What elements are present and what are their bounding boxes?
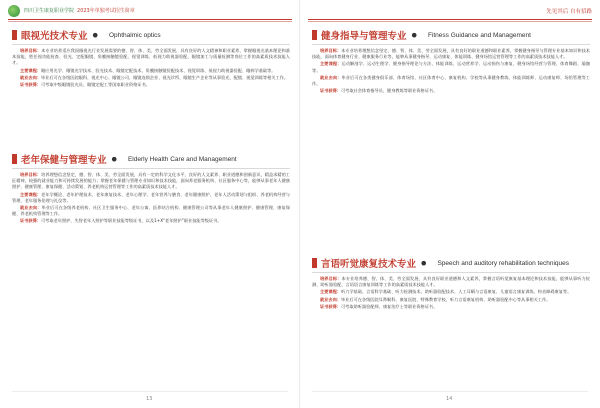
section-marker — [12, 30, 17, 40]
section-title-en: Elderly Health Care and Management — [127, 155, 237, 163]
title-separator: • — [419, 253, 429, 273]
paragraph-label: 主要课程： — [320, 289, 341, 295]
section-title-cn: 言语听觉康复技术专业 — [321, 259, 417, 270]
footer-rule — [12, 391, 288, 392]
paragraph-label: 证书获得： — [320, 88, 341, 94]
right-page — [300, 0, 600, 408]
paragraph-text: 本专业培养适应我国眼视光行业发展需要的德、智、体、美、劳全面发展，具有良好的人文精神和职业素养，掌握眼视光基本理论和基本技能，胜任视功能检查、验光、定配眼镜、角膜接触镜验配、视觉训练、低视力助视器验配、眼镜加工与质量检测等岗位工作的高素质技术技能人才。 — [12, 48, 290, 66]
paragraph-label: 主要课程： — [20, 67, 41, 73]
paragraph-text: 毕业后可在各级医院耳鼻喉科、康复医院、特殊教育学校、听力言语康复机构、助听器验配中心等从事相关工作。 — [340, 296, 551, 302]
paragraph-courses — [12, 192, 290, 204]
section-ophthalmic-optics — [12, 25, 290, 89]
school-sub-text: 2023年单独考试招生简章 — [77, 8, 135, 14]
section-marker — [312, 258, 317, 268]
section-elderly-care — [12, 149, 290, 226]
paragraph-label: 培养目标： — [320, 276, 342, 281]
footer-rule — [312, 391, 588, 392]
section-rule — [12, 44, 290, 45]
section-title — [312, 253, 590, 273]
paragraph-courses — [12, 68, 290, 74]
paragraph-label: 培养目标： — [20, 172, 42, 177]
paragraph-label: 培养目标： — [20, 48, 42, 53]
paragraph-goal — [312, 276, 590, 288]
paragraph-label: 主要课程： — [20, 191, 42, 197]
paragraph-text: 听力学基础、言语科学基础、听力检测技术、助听器验配技术、人工耳蜗与言语康复、儿童语言康复训练、构音障碍康复等。 — [340, 289, 572, 295]
paragraph-text: 可考取社会体育指导员、健身教练等职业资格证书。 — [340, 88, 438, 94]
paragraph-label: 就业去向： — [320, 74, 342, 80]
paragraph-label: 证书获得： — [20, 82, 41, 88]
paragraph-goal — [12, 48, 290, 67]
section-marker — [312, 30, 317, 40]
paragraph-text: 本专业培养德、智、体、美、劳全面发展，具有良好职业道德和人文素养，掌握言语听觉康复基本理论和技术技能，能够从事听力检测、助听器验配、言语语言康复训练等工作的高素质技术技能人才。 — [312, 276, 590, 288]
section-title-cn: 眼视光技术专业 — [21, 31, 88, 42]
header-rule-secondary — [8, 21, 292, 22]
paragraph-certificates — [312, 88, 590, 94]
paragraph-text: 毕业后可在各级医院眼科、视光中心、眼镜公司、眼镜连锁企业、视光诊所、眼镜生产企业等从事验光、配镜、视觉训练等相关工作。 — [40, 74, 289, 80]
paragraph-label: 证书获得： — [320, 303, 341, 309]
paragraph-label: 证书获得： — [20, 218, 41, 224]
paragraph-text: 可考取老年照护、失智老年人照护等职业技能等级证书，以及1+X“老年照护”职业技能等级证书。 — [40, 218, 222, 224]
header-rule-secondary — [308, 21, 592, 22]
section-rule — [312, 44, 590, 45]
section-marker — [12, 154, 17, 164]
section-title-en: Speech and auditory rehabilitation techniques — [437, 259, 569, 267]
page-header — [0, 4, 300, 18]
paragraph-certificates — [312, 304, 590, 310]
paragraph-goal — [312, 48, 590, 60]
section-title-cn: 老年保健与管理专业 — [21, 155, 107, 166]
page-number: 13 — [146, 396, 153, 402]
paragraph-text: 培养理想信念坚定，德、智、体、美、劳全面发展，具有一定的科学文化水平，良好的人文素养、职业道德和创新意识，精益求精的工匠精神，较强的就业能力和可持续发展的能力；掌握老年保健与管理专业知识和技术技能，面向养老服务机构、社区服务中心等，能够从事老年人健康照护、健康管理、康复保健、活动策划、养老机构运营管理等工作的高素质技术技能人才。 — [12, 172, 290, 190]
section-title — [312, 25, 590, 45]
section-title-en: Ophthalmic optics — [108, 31, 161, 39]
paragraph-label: 就业去向： — [20, 74, 41, 80]
section-title-en: Fitness Guidance and Management — [427, 31, 531, 39]
title-separator: • — [109, 149, 119, 169]
paragraph-text: 运动解剖学、运动生理学、健身指导理论与方法、体能训练、运动营养学、运动损伤与康复、健身场馆经营与管理、体育舞蹈、瑜伽等。 — [312, 61, 590, 73]
paragraph-certificates — [12, 82, 290, 88]
page-header — [300, 4, 600, 18]
paragraph-text: 可考取助听器验配师、康复治疗士等职业资格证书。 — [340, 303, 438, 309]
section-fitness-guidance — [312, 25, 590, 95]
section-title — [12, 149, 290, 169]
paragraph-goal — [12, 172, 290, 191]
paragraph-employment — [12, 205, 290, 217]
paragraph-text: 可考取中级眼镜验光员、眼镜定配工等国家职业资格证书。 — [40, 82, 150, 88]
page-number: 14 — [446, 396, 453, 402]
title-separator: • — [409, 25, 419, 45]
header-slogan: 先见其后 自有招路 — [546, 9, 592, 15]
school-logo-icon — [8, 5, 20, 17]
school-name-text: 四川卫生康复职业学院 — [24, 8, 75, 14]
paragraph-certificates — [12, 218, 290, 224]
section-rule — [312, 272, 590, 273]
section-rule — [12, 168, 290, 169]
header-rule — [308, 19, 592, 20]
paragraph-label: 就业去向： — [20, 205, 42, 211]
paragraph-label: 就业去向： — [320, 296, 341, 302]
paragraph-courses — [312, 289, 590, 295]
paragraph-courses — [312, 61, 590, 73]
paragraph-label: 培养目标： — [320, 48, 342, 53]
paragraph-employment — [12, 75, 290, 81]
paragraph-employment — [312, 75, 590, 87]
paragraph-text: 毕业后可在各级养老机构、社区卫生服务中心、老年公寓、医养结合机构、健康管理公司等从事老年人健康照护、健康管理、康复保健、养老机构管理等工作。 — [12, 205, 290, 217]
section-title-cn: 健身指导与管理专业 — [321, 31, 407, 42]
paragraph-text: 老年学概论、老年护理技术、老年康复技术、老年心理学、老年营养与膳食、老年健康照护、老年人活动策划与组织、养老机构经营与管理、老年服务伦理与礼仪等。 — [12, 191, 290, 203]
section-speech-auditory-rehab — [312, 253, 590, 311]
school-name — [24, 7, 135, 14]
paragraph-text: 本专业培养理想信念坚定，德、智、体、美、劳全面发展，具有良好的职业道德和职业素养，掌握健身指导与管理专业基本知识和技术技能，面向体育健身行业、健康服务行业等，能够从事健身指导、运动康复、体能训练、健身场馆运营管理等工作的高素质技术技能人才。 — [312, 48, 590, 60]
paragraph-text: 眼应用光学、眼镜光学技术、验光技术、眼镜定配技术、角膜接触镜验配技术、视觉训练、低视力助视器验配、眼病学基础等。 — [40, 67, 276, 73]
paragraph-text: 毕业后可在各类健身俱乐部、体育场馆、社区体育中心、康复机构、学校等从事健身教练、体能训练师、运动康复师、场馆管理等工作。 — [312, 74, 590, 87]
header-rule — [8, 19, 292, 20]
title-separator: • — [90, 25, 100, 45]
paragraph-label: 主要课程： — [320, 61, 342, 67]
section-title — [12, 25, 290, 45]
paragraph-employment — [312, 297, 590, 303]
